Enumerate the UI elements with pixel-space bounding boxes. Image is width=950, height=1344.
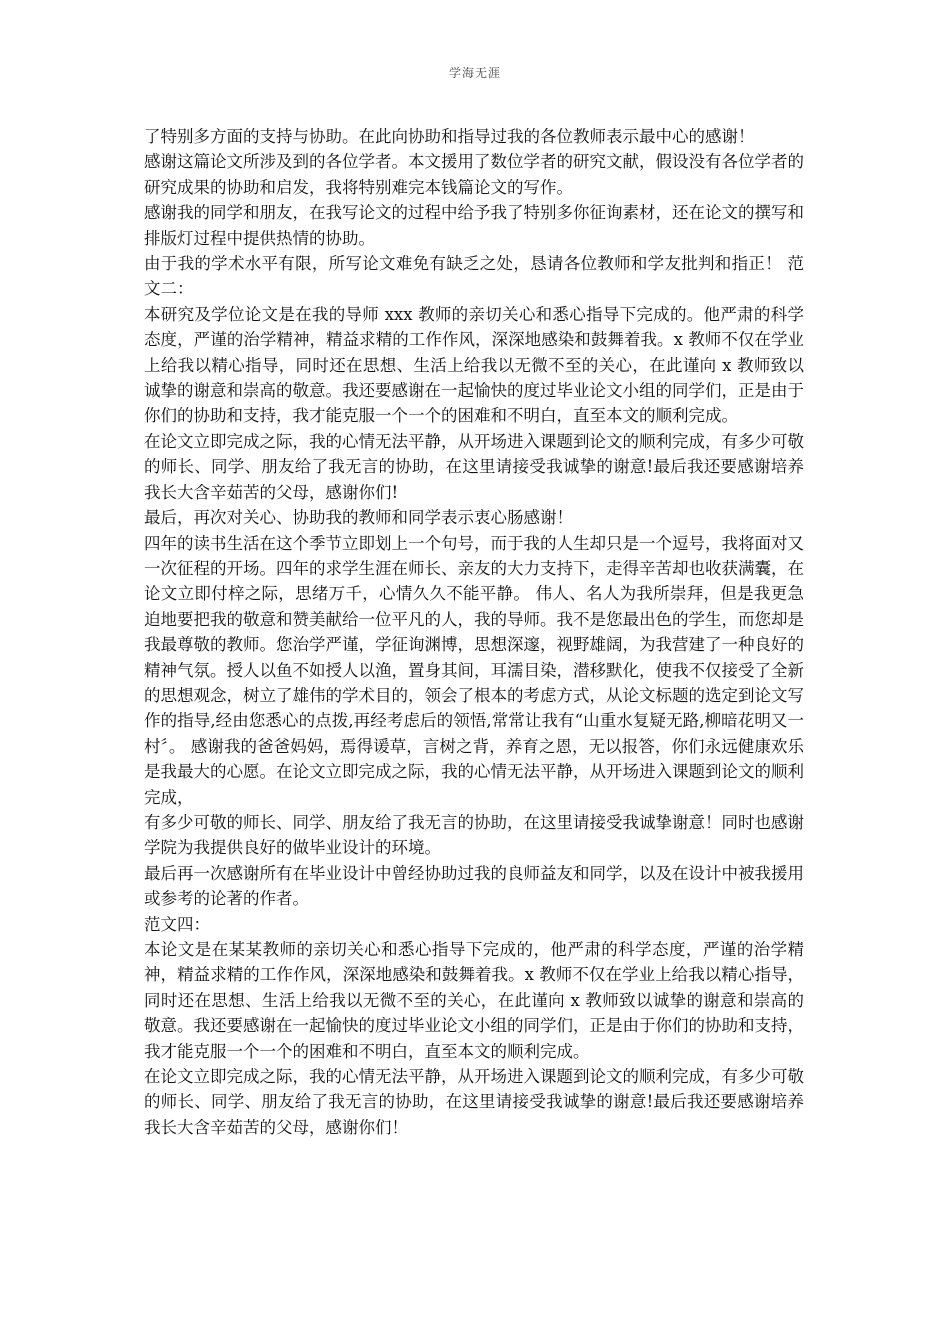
- paragraph-thanks-all: 最后再一次感谢所有在毕业设计中曾经协助过我的良师益友和同学，以及在设计中被我援用或参考的论著的作者。: [144, 863, 804, 909]
- paragraph-sample4-advisor: 本论文是在某某教师的亲切关心和悉心指导下完成的，他严肃的科学态度，严谨的治学精神，精益求精的工作作风，深深地感染和鼓舞着我。x 教师不仅在学业上给我以精心指导，同时还在思想、生活上给我以无微不至的关心，在此谨向 x 教师致以诚挚的谢意和崇高的敬意。我还要感谢在一起愉快的度过毕业论文小组的同学们，正是由于你们的协助和支持，我才能克服一个一个的困难和不明白，直至本文的顺利完成。: [144, 940, 804, 1061]
- paragraph-four-years: 四年的读书生活在这个季节立即划上一个句号，而于我的人生却只是一个逗号，我将面对又一次征程的开场。四年的求学生涯在师长、亲友的大力支持下，走得辛苦却也收获满囊，在论文立即付梓之际，思绪万千，心情久久不能平静。 伟人、名人为我所崇拜，但是我更急迫地要把我的敬意和赞美献给一位平凡的人，我的导师。我不是您最出色的学生，而您却是我最尊敬的教师。您治学严谨，学征询渊博，思想深邃，视野雄阔，为我营建了一种良好的精神气氛。授人以鱼不如授人以渔，置身其间，耳濡目染，潜移默化，使我不仅接受了全新的思想观念，树立了雄伟的学术目的，领会了根本的考虑方式，从论文标题的选定到论文写作的指导,经由您悉心的点拨,再经考虑后的领悟,常常让我有“山重水复疑无路,柳暗花明又一村〞。 感谢我的爸爸妈妈，焉得谖草，言树之背，养育之恩，无以报答，你们永远健康欢乐是我最大的心愿。在论文立即完成之际，我的心情无法平静，从开场进入课题到论文的顺利完成，: [144, 533, 804, 807]
- paragraph-teachers-friends: 有多少可敬的师长、同学、朋友给了我无言的协助，在这里请接受我诚挚谢意！同时也感谢学院为我提供良好的做毕业设计的环境。: [144, 812, 804, 858]
- page-header: 学海无涯: [448, 66, 501, 80]
- document-body: [144, 124, 804, 1140]
- paragraph-thanks-classmates: 感谢我的同学和朋友，在我写论文的过程中给予我了特别多你征询素材，还在论文的撰写和排版灯过程中提供热情的协助。: [144, 203, 804, 248]
- paragraph-thanks-support: 了特别多方面的支持与协助。在此向协助和指导过我的各位教师表示最中心的感谢！: [144, 127, 755, 146]
- paragraph-thanks-scholars: 感谢这篇论文所涉及到的各位学者。本文援用了数位学者的研究文献，假设没有各位学者的研究成果的协助和启发，我将特别难完本钱篇论文的写作。: [144, 152, 804, 197]
- paragraph-sample2-final-thanks: 最后，再次对关心、协助我的教师和同学表示衷心肠感谢！: [144, 508, 573, 528]
- paragraph-limited-level: 由于我的学术水平有限，所写论文难免有缺乏之处，恳请各位教师和学友批判和指正！ 范文二：: [144, 254, 804, 299]
- paragraph-sample2-completion: 在论文立即完成之际，我的心情无法平静，从开场进入课题到论文的顺利完成，有多少可敬的师长、同学、朋友给了我无言的协助，在这里请接受我诚挚的谢意!最后我还要感谢培养我长大含辛茹苦的父母，感谢你们!: [144, 431, 804, 502]
- section-heading-sample4: 范文四：: [144, 914, 210, 934]
- paragraph-sample4-completion: 在论文立即完成之际，我的心情无法平静，从开场进入课题到论文的顺利完成，有多少可敬的师长、同学、朋友给了我无言的协助，在这里请接受我诚挚的谢意!最后我还要感谢培养我长大含辛茹苦的父母，感谢你们！: [144, 1067, 804, 1137]
- paragraph-sample2-advisor: 本研究及学位论文是在我的导师 xxx 教师的亲切关心和悉心指导下完成的。他严肃的科学态度，严谨的治学精神，精益求精的工作作风，深深地感染和鼓舞着我。x 教师不仅在学业上给我以精心指导，同时还在思想、生活上给我以无微不至的关心，在此谨向 x 教师致以诚挚的谢意和崇高的敬意。我还要感谢在一起愉快的度过毕业论文小组的同学们，正是由于你们的协助和支持，我才能克服一个一个的困难和不明白，直至本文的顺利完成。: [144, 304, 804, 426]
